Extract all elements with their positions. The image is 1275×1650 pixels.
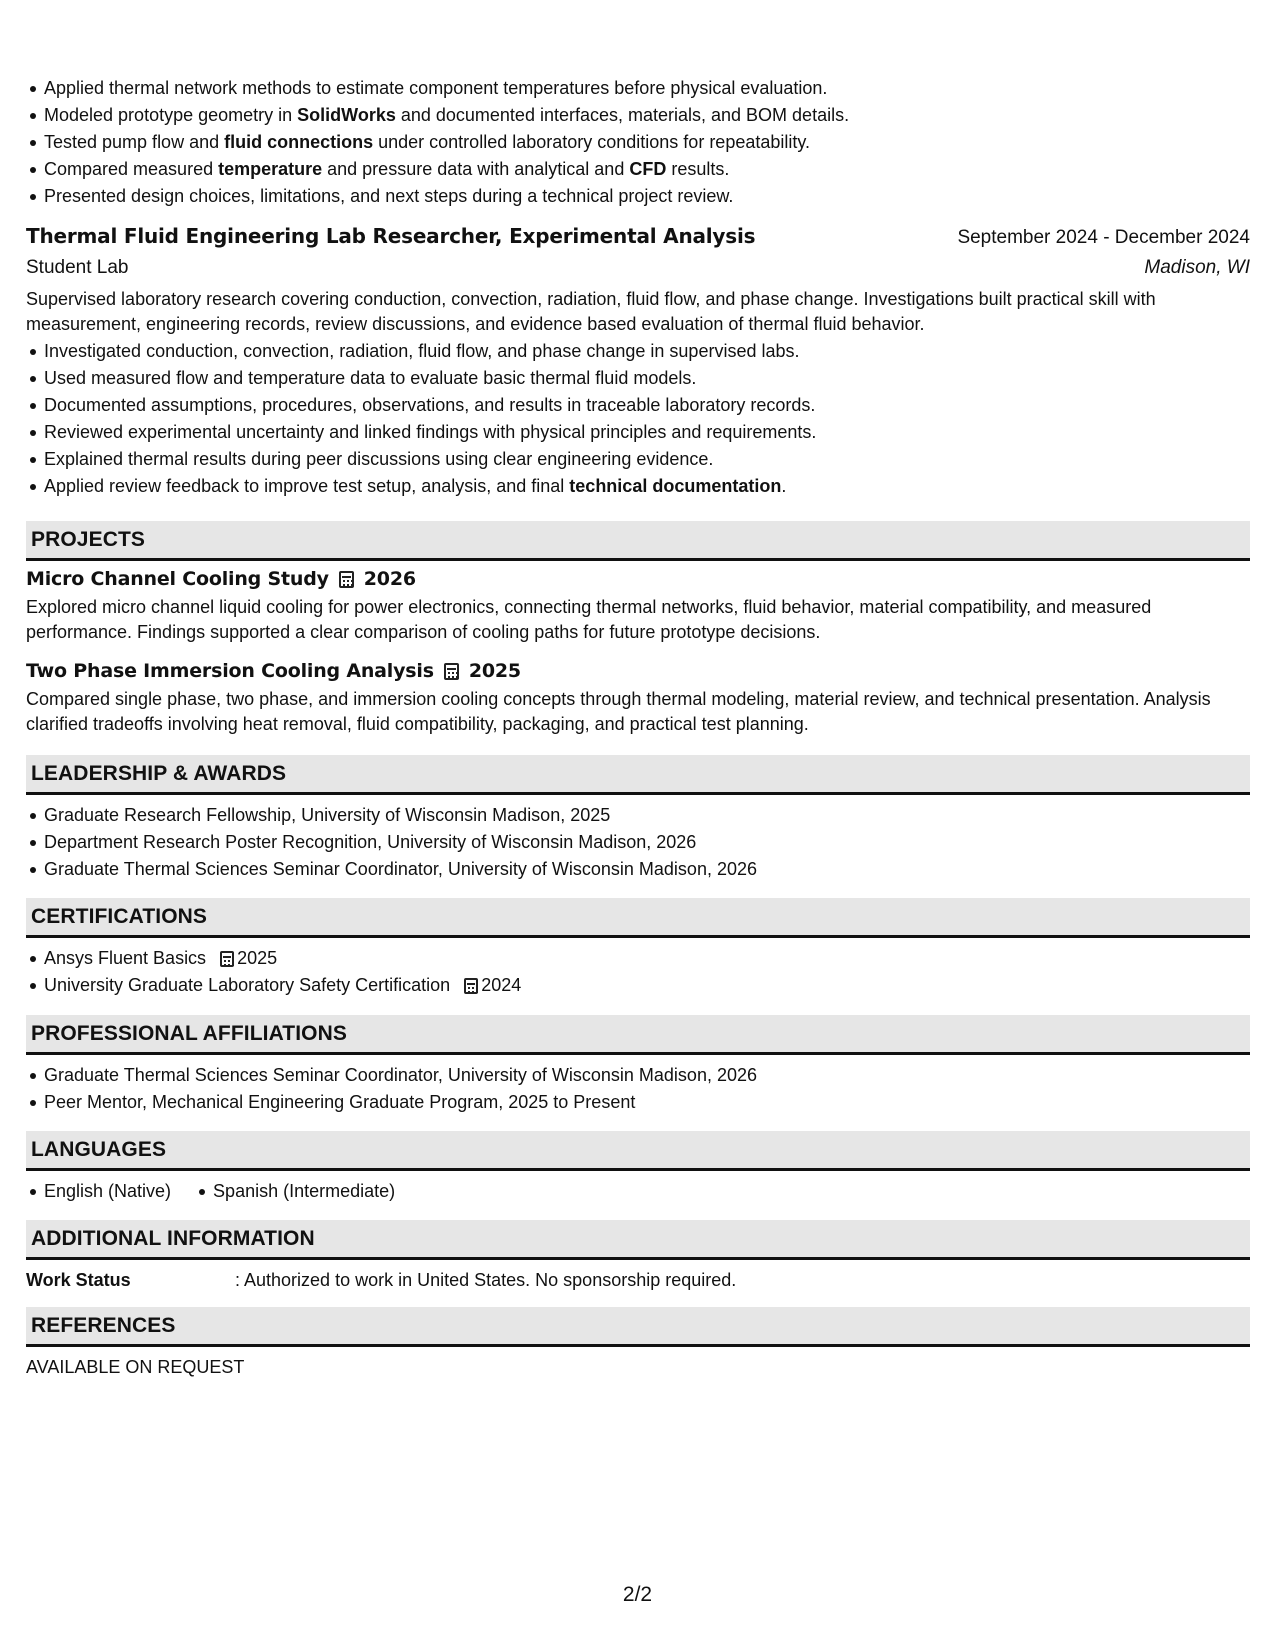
project-entry: [26, 660, 1250, 737]
section-header-certifications: CERTIFICATIONS: [26, 898, 1250, 938]
list-item: [26, 945, 1250, 972]
project-description: Explored micro channel liquid cooling for power electronics, connecting thermal networks, fluid behavior, material compatibility, and measured performance. Findings supported a clear comparison of cooling paths for future prototype decisions.: [26, 597, 1152, 642]
project-description: Compared single phase, two phase, and immersion cooling concepts through thermal modeling, material review, and technical presentation. Analysis clarified tradeoffs involving heat removal, fluid compatibility, packaging, and practical test planning.: [26, 689, 1211, 734]
calendar-icon: [339, 571, 354, 588]
project-title: Micro Channel Cooling Study: [26, 568, 329, 590]
list-item: Explained thermal results during peer discussions using clear engineering evidence.: [26, 446, 1250, 473]
list-item: Modeled prototype geometry in SolidWorks and documented interfaces, materials, and BOM details.: [26, 102, 1250, 129]
certification-name: University Graduate Laboratory Safety Certification: [44, 975, 451, 995]
section-header-additional: ADDITIONAL INFORMATION: [26, 1220, 1250, 1260]
page-number: 2/2: [622, 1583, 653, 1606]
list-item: Spanish (Intermediate): [195, 1178, 395, 1205]
section-header-references: REFERENCES: [26, 1307, 1250, 1347]
languages-list: [26, 1178, 1250, 1205]
list-item: Graduate Research Fellowship, University of Wisconsin Madison, 2025: [26, 802, 1250, 829]
work-status-row: [26, 1268, 1250, 1293]
list-item: Reviewed experimental uncertainty and linked findings with physical principles and requirements.: [26, 419, 1250, 446]
list-item: Graduate Thermal Sciences Seminar Coordinator, University of Wisconsin Madison, 2026: [26, 1062, 1250, 1089]
certification-name: Ansys Fluent Basics: [44, 948, 207, 968]
section-header-languages: LANGUAGES: [26, 1131, 1250, 1171]
project-title: Two Phase Immersion Cooling Analysis: [26, 660, 434, 682]
job-organization: Student Lab: [26, 257, 129, 278]
list-item: Tested pump flow and fluid connections under controlled laboratory conditions for repeatability.: [26, 129, 1250, 156]
work-status-label: Work Status: [26, 1270, 131, 1290]
section-header-affiliations: PROFESSIONAL AFFILIATIONS: [26, 1015, 1250, 1055]
list-item: Applied review feedback to improve test setup, analysis, and final technical documentation.: [26, 473, 1250, 500]
list-item: [26, 972, 1250, 999]
list-item: Peer Mentor, Mechanical Engineering Graduate Program, 2025 to Present: [26, 1089, 1250, 1116]
list-item: Graduate Thermal Sciences Seminar Coordinator, University of Wisconsin Madison, 2026: [26, 856, 1250, 883]
calendar-icon: [464, 978, 478, 994]
job-title: Thermal Fluid Engineering Lab Researcher, Experimental Analysis: [26, 224, 756, 248]
list-item: Applied thermal network methods to estimate component temperatures before physical evaluation.: [26, 75, 1250, 102]
certification-year: 2024: [481, 975, 522, 995]
previous-job-bullets: [26, 75, 1250, 210]
section-header-projects: PROJECTS: [26, 521, 1250, 561]
list-item: Presented design choices, limitations, and next steps during a technical project review.: [26, 183, 1250, 210]
leadership-list: [26, 802, 1250, 883]
job-entry: [26, 224, 1250, 500]
certification-year: 2025: [237, 948, 278, 968]
job-summary: Supervised laboratory research covering conduction, convection, radiation, fluid flow, and phase change. Investigations built practical skill with measurement, engineering records, review discussions, and evidence based evaluation of thermal fluid behavior.: [26, 289, 1156, 334]
work-status-value: : Authorized to work in United States. No sponsorship required.: [235, 1270, 737, 1290]
certifications-list: [26, 945, 1250, 999]
project-year: 2025: [468, 660, 521, 682]
list-item: Investigated conduction, convection, radiation, fluid flow, and phase change in supervised labs.: [26, 338, 1250, 365]
affiliations-list: [26, 1062, 1250, 1116]
project-entry: [26, 568, 1250, 645]
calendar-icon: [444, 663, 459, 680]
list-item: Used measured flow and temperature data to evaluate basic thermal fluid models.: [26, 365, 1250, 392]
list-item: Documented assumptions, procedures, observations, and results in traceable laboratory records.: [26, 392, 1250, 419]
job-bullets: [26, 338, 1250, 500]
list-item: Compared measured temperature and pressure data with analytical and CFD results.: [26, 156, 1250, 183]
list-item: English (Native): [26, 1178, 171, 1205]
job-location: Madison, WI: [1144, 257, 1250, 278]
project-year: 2026: [363, 568, 416, 590]
section-header-leadership: LEADERSHIP & AWARDS: [26, 755, 1250, 795]
resume-page: [26, 0, 1250, 1650]
list-item: Department Research Poster Recognition, University of Wisconsin Madison, 2026: [26, 829, 1250, 856]
job-dates: September 2024 - December 2024: [957, 227, 1250, 248]
references-text: AVAILABLE ON REQUEST: [26, 1357, 245, 1377]
calendar-icon: [220, 951, 234, 967]
